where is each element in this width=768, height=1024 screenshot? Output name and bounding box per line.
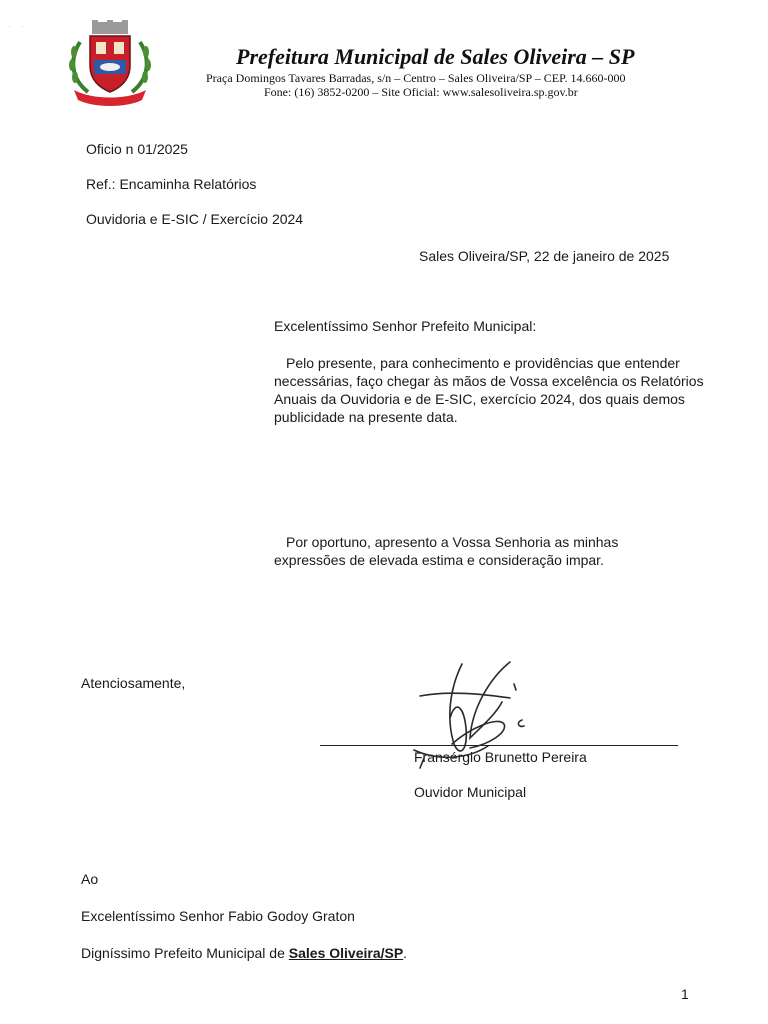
municipal-coat-of-arms-icon xyxy=(62,20,158,108)
letter-number: Oficio n 01/2025 xyxy=(86,141,188,157)
closing: Atenciosamente, xyxy=(81,675,186,691)
recipient-name: Excelentíssimo Senhor Fabio Godoy Graton xyxy=(81,908,355,924)
page-number: 1 xyxy=(681,986,689,1002)
header-contact: Fone: (16) 3852-0200 – Site Oficial: www.salesoliveira.sp.gov.br xyxy=(264,85,578,99)
recipient-role xyxy=(81,945,407,961)
addressee-to: Ao xyxy=(81,871,99,887)
salutation: Excelentíssimo Senhor Prefeito Municipal: xyxy=(274,318,537,334)
recipient-role-suffix: . xyxy=(403,945,408,961)
header-title: Prefeitura Municipal de Sales Oliveira – SP xyxy=(236,44,635,69)
letter-reference: Ref.: Encaminha Relatórios xyxy=(86,176,257,192)
body-paragraph-2: Por oportuno, apresento a Vossa Senhoria as minhas expressões de elevada estima e consideração impar. xyxy=(274,534,619,568)
body-paragraph-1: Pelo presente, para conhecimento e providências que entender necessárias, faço chegar às mãos de Vossa excelência os Relatórios Anuais da Ouvidoria e de E-SIC, exercício 2024, dos quais demos publicidade na presente data. xyxy=(274,355,704,425)
header-address: Praça Domingos Tavares Barradas, s/n – Centro – Sales Oliveira/SP – CEP. 14.660-000 xyxy=(206,71,626,85)
place-date: Sales Oliveira/SP, 22 de janeiro de 2025 xyxy=(419,248,670,264)
recipient-role-prefix: Digníssimo Prefeito Municipal de xyxy=(81,945,289,961)
recipient-city: Sales Oliveira/SP xyxy=(288,945,404,961)
letter-subject: Ouvidoria e E-SIC / Exercício 2024 xyxy=(86,211,304,227)
signer-name: Fransérgio Brunetto Pereira xyxy=(414,749,587,765)
scan-artifact: · · xyxy=(8,22,28,31)
handwritten-signature-icon xyxy=(410,658,540,776)
signer-role: Ouvidor Municipal xyxy=(414,784,527,800)
